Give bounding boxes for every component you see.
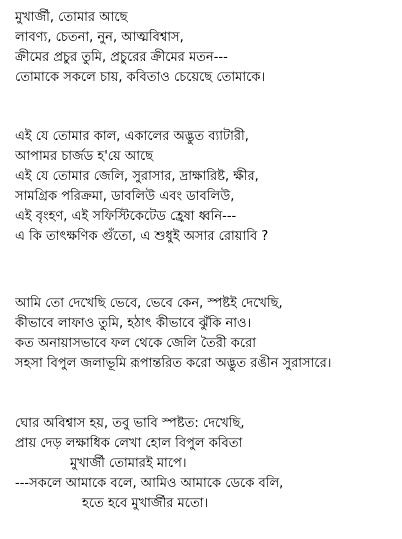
poem-line: লাবণ্য, চেতনা, নুন, আত্মবিশ্বাস, — [15, 30, 184, 45]
poem-line: আমি তো দেখেছি ভেবে, ভেবে কেন, স্পষ্টই দেখেছি, — [15, 296, 283, 311]
poem-line: মুখার্জী, তোমার আছে — [15, 10, 128, 25]
poem-line: মুখার্জী তোমারই মাপে। — [70, 456, 187, 471]
poem-line: এই যে তোমার কাল, একালের অদ্ভুত ব্যাটারী, — [15, 129, 249, 144]
poem-line: কীভাবে লাফাও তুমি, হঠাৎ কীভাবে ঝুঁকি নাও। — [15, 316, 252, 331]
stanza-4 — [15, 414, 401, 514]
poem-line: এই যে তোমার জেলি, সুরাসার, দ্রাক্ষারিষ্ট, ক্ষীর, — [15, 169, 259, 184]
stanza-1 — [15, 8, 401, 88]
poem-line: কত অনায়াসভাবে ফল থেকে জেলি তৈরী করো — [15, 336, 256, 351]
poem-line: এ কি তাৎক্ষণিক গুঁতো, এ শুধুই অসার রোয়াবি ? — [15, 229, 269, 244]
stanza-3 — [15, 294, 401, 374]
poem-line: সহসা বিপুল জলাভূমি রূপান্তরিত করো অদ্ভুত রঙীন সুরাসারে। — [15, 356, 332, 371]
poem-line: এই বৃংহণ, এই সফিস্টিকেটেড হ্রেষা ধ্বনি--- — [15, 209, 237, 224]
poem-line: হতে হবে মুখার্জীর মতো। — [82, 496, 209, 511]
poem-line: সামগ্রিক পরিক্রমা, ডাবলিউ এবং ডাবলিউ, — [15, 189, 235, 204]
stanza-2 — [15, 127, 401, 247]
poem-line: আপামর চার্জড হ'য়ে আছে — [15, 149, 154, 164]
poem-line: ঘোর অবিশ্বাস হয়, তবু ভাবি স্পষ্টত: দেখেছি, — [15, 416, 245, 431]
poem-line: ক্রীমের প্রচুর তুমি, প্রচুরের ক্রীমের মতন--- — [15, 50, 228, 65]
poem-line: প্রায় দেড় লক্ষাধিক লেখা হোল বিপুল কবিতা — [15, 436, 243, 451]
poem-line: তোমাকে সকলে চায়, কবিতাও চেয়েছে তোমাকে। — [15, 70, 266, 85]
poem-line: ---সকলে আমাকে বলে, আমিও আমাকে ডেকে বলি, — [15, 476, 284, 491]
